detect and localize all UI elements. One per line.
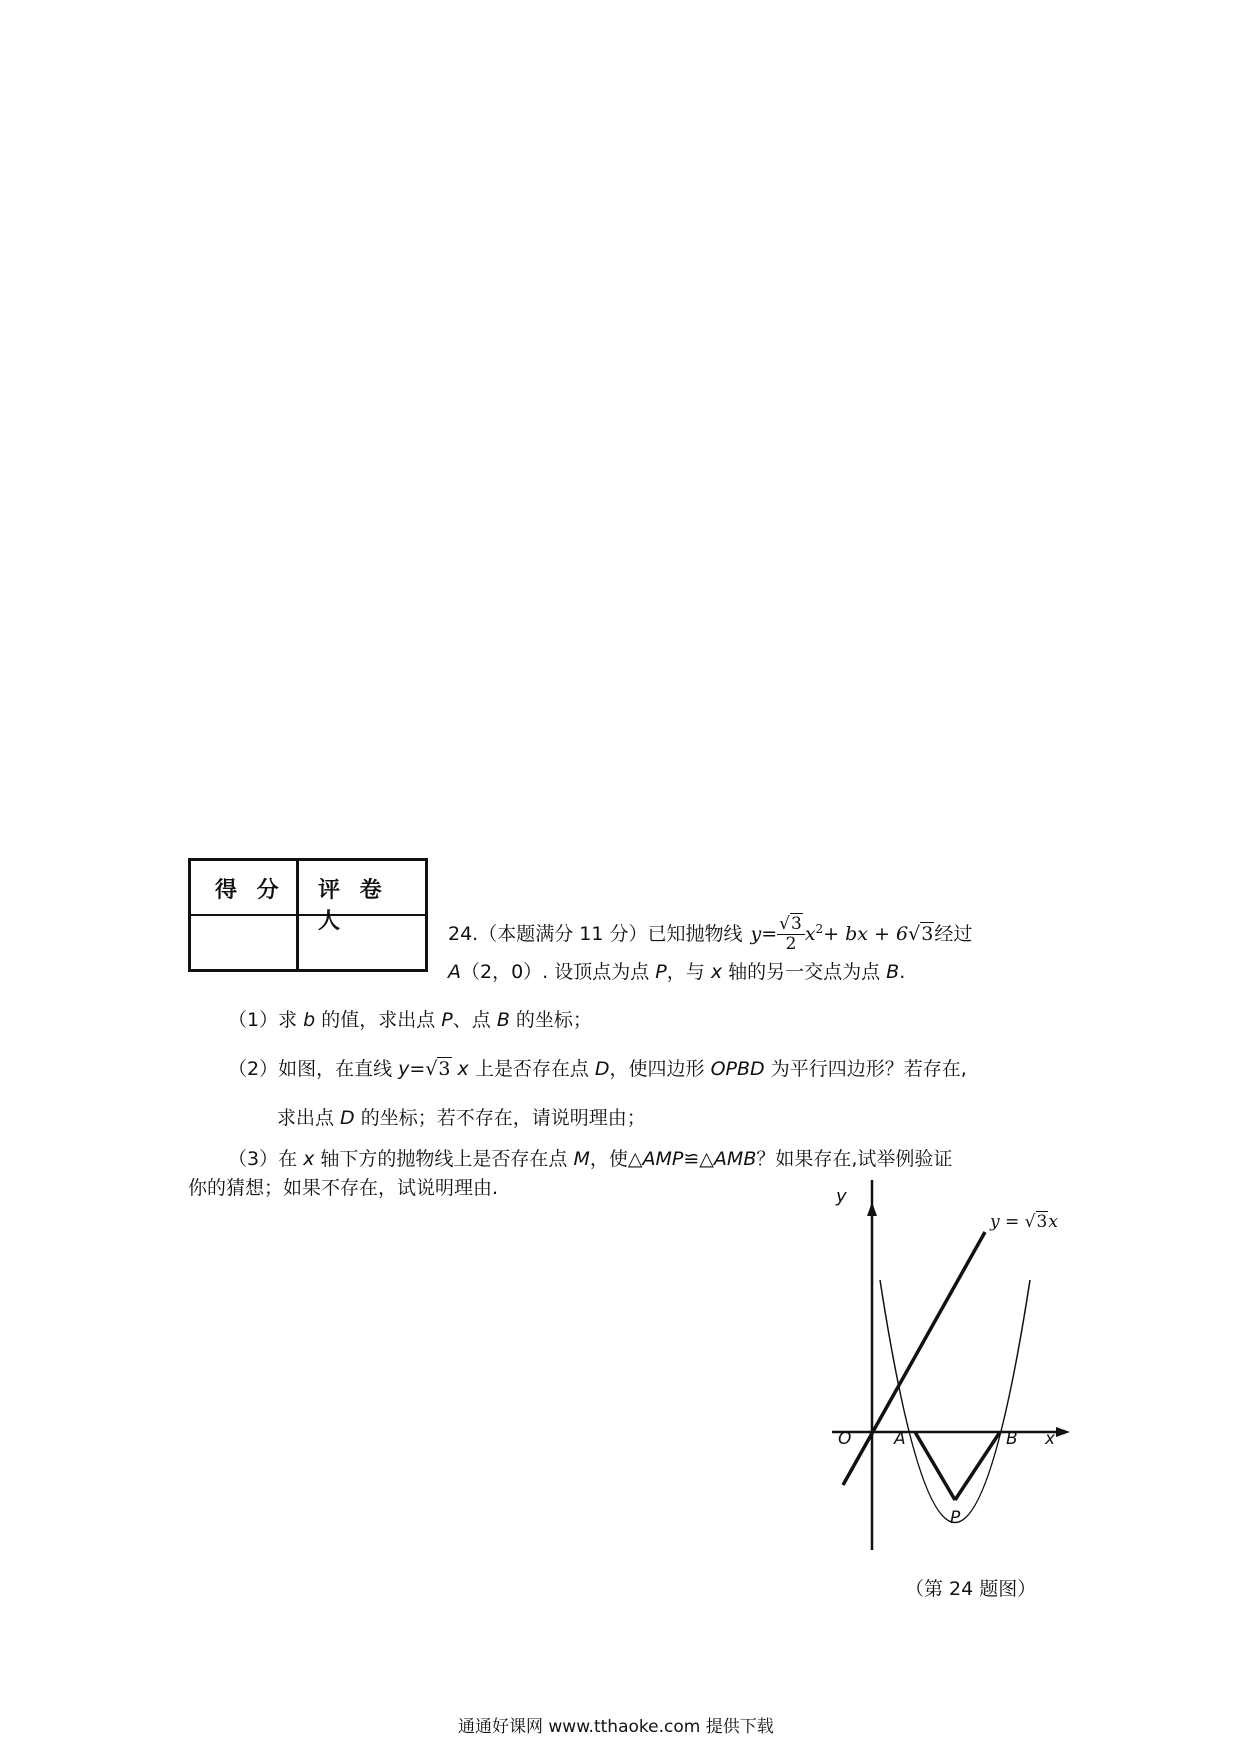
point-a: A bbox=[448, 961, 461, 983]
point-b: B bbox=[886, 961, 900, 983]
part2-text: ，使四边形 bbox=[609, 1058, 711, 1080]
part3-text: ？如果存在,试举例验证 bbox=[756, 1148, 953, 1170]
part-3-line-2: 你的猜想；如果不存在，试说明理由. bbox=[188, 1177, 499, 1199]
point-d: D bbox=[340, 1107, 355, 1129]
parabola bbox=[880, 1280, 1030, 1523]
point-m: M bbox=[573, 1148, 590, 1170]
part2-text: 的坐标；若不存在，请说明理由； bbox=[354, 1107, 646, 1129]
label-x-axis: x bbox=[1045, 1429, 1056, 1449]
quad-opbd: OPBD bbox=[710, 1058, 765, 1080]
point-b: B bbox=[496, 1009, 510, 1031]
part-2 bbox=[228, 1060, 967, 1079]
formula-fraction: $\frac{√3}{2}$ bbox=[777, 916, 805, 953]
part2-text: 上是否存在点 bbox=[468, 1058, 595, 1080]
formula-const-sqrt: √3 bbox=[908, 923, 934, 945]
line2-text: . bbox=[899, 961, 906, 983]
formula-eq: = bbox=[761, 923, 778, 945]
triangle-amp: AMP bbox=[642, 1148, 684, 1170]
part3-text: 轴下方的抛物线上是否存在点 bbox=[314, 1148, 574, 1170]
var-x: x bbox=[451, 1058, 469, 1080]
label-point-b: B bbox=[1006, 1429, 1018, 1449]
congruent-symbol: ≌△ bbox=[683, 1148, 714, 1170]
grader-cell[interactable] bbox=[299, 917, 427, 969]
line2-text: 轴的另一交点为点 bbox=[722, 961, 887, 983]
triangle-amb: AMB bbox=[713, 1148, 757, 1170]
part2-text: （2）如图，在直线 bbox=[228, 1058, 399, 1080]
part1-text: 的坐标； bbox=[509, 1009, 592, 1031]
grader-label: 评 卷 人 bbox=[318, 878, 388, 934]
segment-ap bbox=[915, 1432, 955, 1500]
part3-text: （3）在 bbox=[228, 1148, 304, 1170]
line2-text: （2，0）. 设顶点为点 bbox=[461, 961, 656, 983]
var-y: y bbox=[398, 1058, 410, 1080]
sqrt-symbol: √3 bbox=[425, 1058, 451, 1080]
y-axis-arrow-icon bbox=[867, 1202, 877, 1216]
question-number-heading: 24.（本题满分 11 分）已知抛物线 bbox=[448, 923, 743, 945]
line-y-sqrt3x bbox=[843, 1232, 985, 1485]
question-intro bbox=[448, 916, 972, 953]
var-x: x bbox=[303, 1148, 315, 1170]
label-point-a: A bbox=[894, 1429, 906, 1449]
figure-graph bbox=[820, 1180, 1080, 1560]
point-d: D bbox=[594, 1058, 610, 1080]
part2-text: 求出点 bbox=[277, 1107, 341, 1129]
x-var: x bbox=[710, 961, 723, 983]
part-1 bbox=[228, 1011, 592, 1030]
segment-pb bbox=[955, 1432, 1000, 1500]
label-line-equation: y = √3x bbox=[990, 1212, 1058, 1232]
var-b: b bbox=[303, 1009, 316, 1031]
part1-text: 、点 bbox=[452, 1009, 497, 1031]
formula-y: y bbox=[750, 923, 762, 945]
part2-text: 为平行四边形？若存在, bbox=[764, 1058, 967, 1080]
part1-text: （1）求 bbox=[228, 1009, 304, 1031]
part1-text: 的值，求出点 bbox=[315, 1009, 442, 1031]
figure-caption: （第 24 题图） bbox=[905, 1578, 1037, 1600]
part2-eq: = bbox=[409, 1058, 426, 1080]
part-3 bbox=[228, 1150, 952, 1169]
label-origin: O bbox=[838, 1429, 852, 1449]
question-line-2 bbox=[448, 963, 905, 982]
score-table bbox=[188, 858, 428, 972]
footer-text: 通通好课网 www.tthaoke.com 提供下载 bbox=[458, 1717, 774, 1737]
sqrt-symbol: √3 bbox=[779, 914, 802, 934]
score-cell[interactable] bbox=[191, 917, 295, 969]
formula-exponent: 2 bbox=[815, 921, 824, 936]
label-point-p: P bbox=[950, 1508, 961, 1528]
x-axis-arrow-icon bbox=[1056, 1427, 1070, 1437]
formula-x: x bbox=[804, 923, 816, 945]
intro-suffix: 经过 bbox=[934, 923, 973, 945]
formula-rest: + bx + 6 bbox=[823, 923, 909, 945]
score-label: 得 分 bbox=[215, 878, 285, 903]
point-p: P bbox=[655, 961, 667, 983]
part-2-line-2 bbox=[277, 1109, 646, 1128]
part3-text: ，使△ bbox=[589, 1148, 643, 1170]
line2-text: ，与 bbox=[666, 961, 711, 983]
label-y-axis: y bbox=[836, 1186, 847, 1207]
point-p: P bbox=[441, 1009, 453, 1031]
